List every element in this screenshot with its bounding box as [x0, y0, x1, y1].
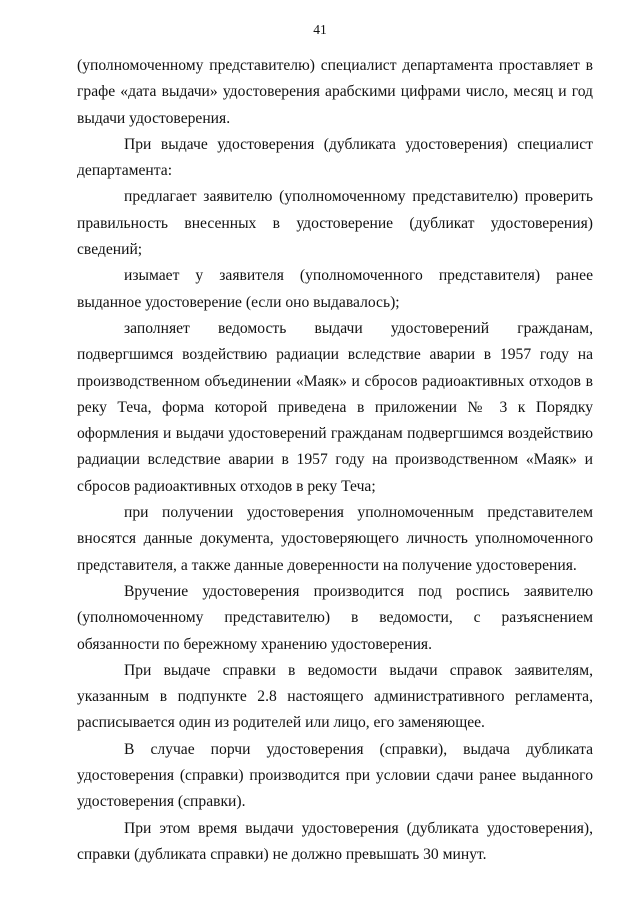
- paragraph: Вручение удостоверения производится под роспись заявителю (уполномоченному представителю) в ведомости, с разъяснением обязанности по бережному хранению удостоверения.: [77, 582, 593, 653]
- paragraph: В случае порчи удостоверения (справки), выдача дубликата удостоверения (справки) производится при условии сдачи ранее выданного удостоверения (справки).: [77, 740, 593, 811]
- page-number: 41: [313, 22, 327, 37]
- paragraph: при получении удостоверения уполномоченным представителем вносятся данные документа, удостоверяющего личность уполномоченного представителя, а также данные доверенности на получение удостоверения.: [77, 504, 593, 574]
- paragraph: заполняет ведомость выдачи удостоверений гражданам, подвергшимся воздействию радиации вследствие аварии в 1957 году на производственном объединении «Маяк» и сбросов радиоактивных отходов в реку Теча, форма которой приведена в приложении № 3 к Порядку оформления и выдачи удостоверений гражданам подвергшимся воздействию радиации вследствие аварии в 1957 году на производственном «Маяк» и сбросов радиоактивных отходов в реку Теча;: [77, 319, 593, 495]
- paragraph: При этом время выдачи удостоверения (дубликата удостоверения), справки (дубликата справки) не должно превышать 30 минут.: [77, 819, 593, 863]
- paragraph: (уполномоченному представителю) специалист департамента проставляет в графе «дата выдачи» удостоверения арабскими цифрами число, месяц и год выдачи удостоверения.: [77, 57, 593, 127]
- paragraph: При выдаче справки в ведомости выдачи справок заявителям, указанным в подпункте 2.8 настоящего административного регламента, расписывается один из родителей или лицо, его заменяющее.: [77, 661, 593, 732]
- paragraph: При выдаче удостоверения (дубликата удостоверения) специалист департамента:: [77, 135, 593, 180]
- paragraph: изымает у заявителя (уполномоченного представителя) ранее выданное удостоверение (если оно выдавалось);: [77, 267, 593, 311]
- paragraph: предлагает заявителю (уполномоченному представителю) проверить правильность внесенных в удостоверение (дубликат удостоверения) сведений;: [77, 188, 593, 259]
- document-body: [77, 53, 593, 868]
